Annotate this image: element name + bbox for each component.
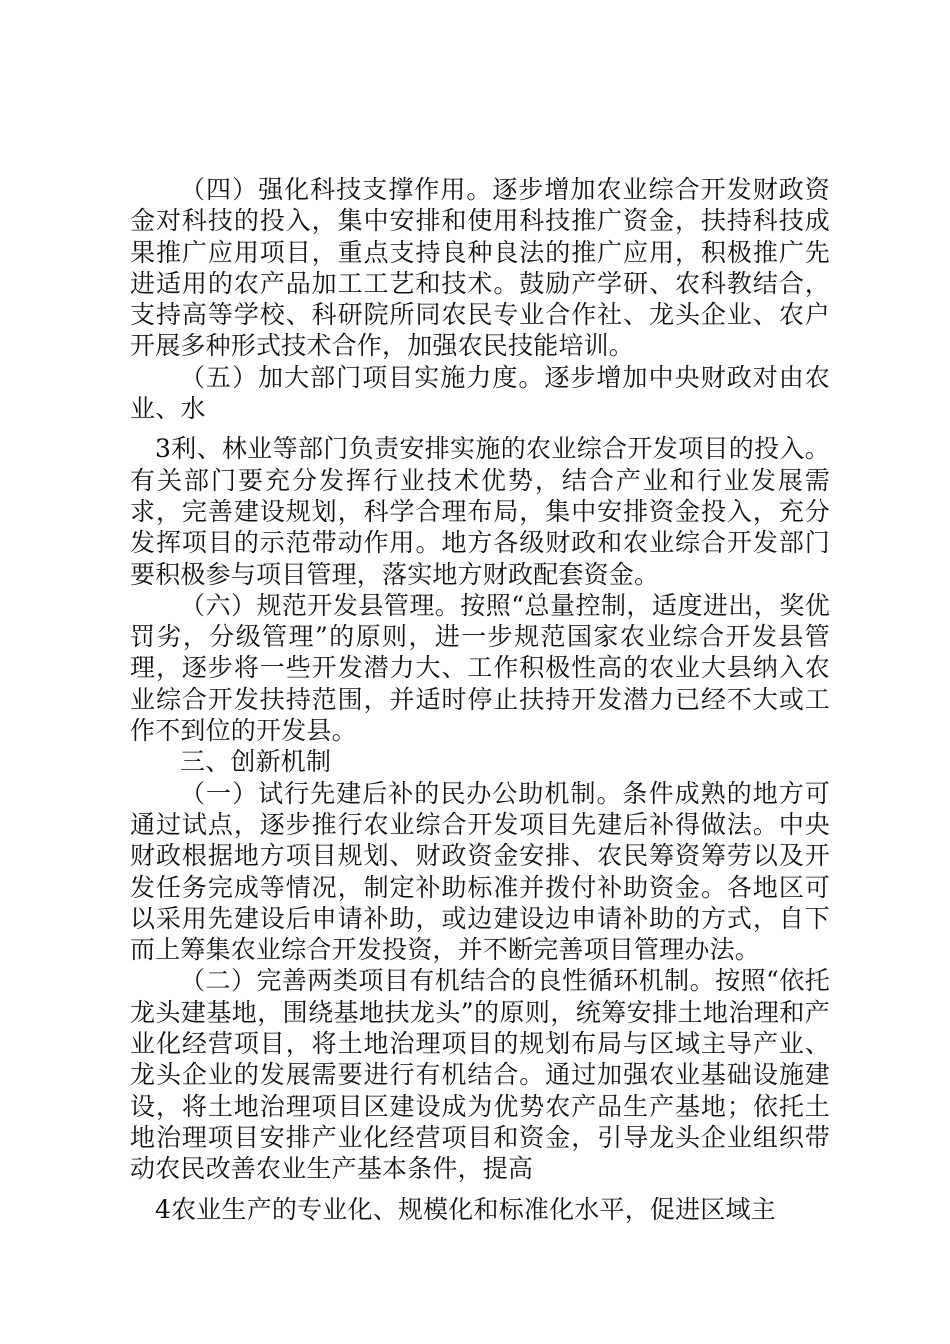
paragraph-page3-continuation: 3利、林业等部门负责安排实施的农业综合开发项目的投入。有关部门要充分发挥行业技术优势，结合产业和行业发展需求，完善建设规划，科学合理布局，集中安排资金投入，充分发挥项目的示范带动作用。地方各级财政和农业综合开发部门要积极参与项目管理，落实地方财政配套资金。 [130, 434, 830, 589]
paragraph-county-management: （六）规范开发县管理。按照“总量控制，适度进出，奖优罚劣，分级管理”的原则，进一步规范国家农业综合开发县管理，逐步将一些开发潜力大、工作积极性高的农业大县纳入农业综合开发扶持范围，并适时停止扶持开发潜力已经不大或工作不到位的开发县。 [130, 590, 830, 746]
paragraph-department-projects: （五）加大部门项目实施力度。逐步增加中央财政对由农业、水 [130, 362, 830, 424]
paragraph-two-project-types: （二）完善两类项目有机结合的良性循环机制。按照“依托龙头建基地，围绕基地扶龙头”的原则，统筹安排土地治理和产业化经营项目，将土地治理项目的规划布局与区域主导产业、龙头企业的发展需要进行有机结合。通过加强农业基础设施建设，将土地治理项目区建设成为优势农产品生产基地；依托土地治理项目安排产业化经营项目和资金，引导龙头企业组织带动农民改善农业生产基本条件，提高 [130, 966, 830, 1184]
document-body [130, 174, 830, 1225]
paragraph-page4-continuation: 4农业生产的专业化、规模化和标准化水平，促进区域主 [155, 1194, 776, 1224]
section-heading-innovation: 三、创新机制 [180, 747, 332, 777]
paragraph-strengthen-tech: （四）强化科技支撑作用。逐步增加农业综合开发财政资金对科技的投入，集中安排和使用科技推广资金，扶持科技成果推广应用项目，重点支持良种良法的推广应用，积极推广先进适用的农产品加工工艺和技术。鼓励产学研、农科教结合，支持高等学校、科研院所同农民专业合作社、龙头企业、农户开展多种形式技术合作，加强农民技能培训。 [130, 175, 830, 361]
paragraph-build-then-subsidize: （一）试行先建后补的民办公助机制。条件成熟的地方可通过试点，逐步推行农业综合开发项目先建后补得做法。中央财政根据地方项目规划、财政资金安排、农民筹资筹劳以及开发任务完成等情况，制定补助标准并拨付补助资金。各地区可以采用先建设后申请补助，或边建设边申请补助的方式，自下而上筹集农业综合开发投资，并不断完善项目管理办法。 [130, 778, 830, 965]
